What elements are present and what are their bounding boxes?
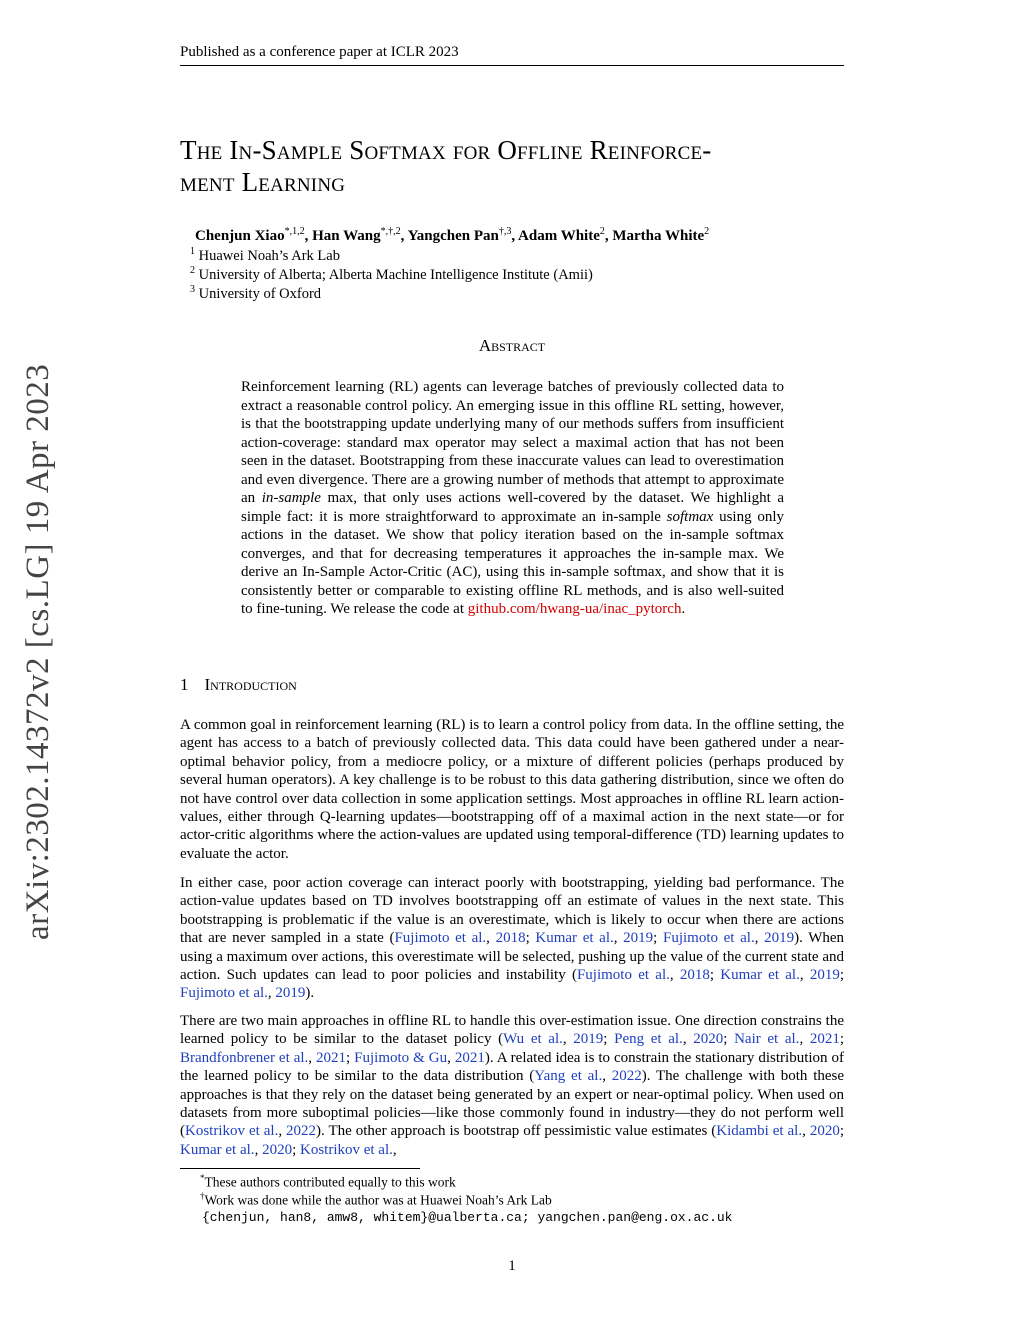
citation-link[interactable]: 2022 xyxy=(286,1123,317,1140)
citation-link[interactable]: Wu et al. xyxy=(503,1031,563,1048)
affiliation-1: $^1$ Huawei Noah’s Ark Lab xyxy=(190,246,340,264)
citation-link[interactable]: 2020 xyxy=(809,1123,840,1140)
code-link[interactable]: github.com/hwang-ua/inac_pytorch xyxy=(467,601,682,617)
citation-link[interactable]: 2019 xyxy=(764,930,795,947)
citation-link[interactable]: 2019 xyxy=(275,985,306,1002)
author-name: Chenjun Xiao xyxy=(195,228,285,244)
abstract-body: Reinforcement learning (RL) agents can leverage batches of previously collected data to extract a reasonable control policy. An emerging issue in this offline RL setting, however, is that the bootstrapping update underlying many of our methods suffers from insufficient action-coverage: standard max operator may select a maximal action that has not been seen in the dataset. Bootstrapping from these inaccurate values can lead to overestimation and even divergence. There are a growing number of methods that attempt to approximate an in-sample max, that only uses actions well-covered by the dataset. We highlight a simple fact: it is more straightforward to approximate an in-sample softmax using only actions in the dataset. We show that policy iteration based on the in-sample softmax converges, and that for decreasing temperatures it approaches the in-sample max. We derive an In-Sample Actor-Critic (AC), using this in-sample softmax, and show that it is consistently better or comparable to existing offline RL methods, and is also well-suited to fine-tuning. We release the code at github.com/hwang-ua/inac_pytorch. xyxy=(241,379,784,617)
citation-link[interactable]: 2021 xyxy=(809,1031,840,1048)
author-marks: *,1,2 xyxy=(284,226,305,237)
citation-link[interactable]: 2018 xyxy=(495,930,526,947)
citation-link[interactable]: Yang et al. xyxy=(534,1068,603,1085)
paper-title xyxy=(180,134,860,198)
page-number: 1 xyxy=(508,1258,516,1274)
intro-paragraph-3: There are two main approaches in offline RL to handle this over-estimation issue. One direction constrains the learned policy to be similar to the dataset policy (Wu et al., 2019; Peng et al., 2020; Nair et al., 2021; Brandfonbrener et al., 2021; Fujimoto & Gu, 2021). A related idea is to constrain the stationary distribution of the learned policy to be similar to the data distribution (Yang et al., 2022). The challenge with both these approaches is that they rely on the dataset being generated by an expert or near-optimal policy. When used on datasets from more suboptimal policies—like those commonly found in industry—they do not perform well (Kostrikov et al., 2022). The other approach is bootstrap off pessimistic value estimates (Kidambi et al., 2020; Kumar et al., 2020; Kostrikov et al., xyxy=(180,1013,845,1158)
section-heading: 1 Introduction xyxy=(180,675,297,694)
citation-link[interactable]: Kumar et al. xyxy=(180,1141,255,1158)
citation-link[interactable]: Brandfonbrener et al. xyxy=(180,1049,309,1066)
running-header: Published as a conference paper at ICLR 2023 xyxy=(180,44,459,60)
citation-link[interactable]: 2020 xyxy=(262,1141,293,1158)
citation-link[interactable]: 2019 xyxy=(623,930,654,947)
footnote-rule xyxy=(180,1168,420,1169)
author-name: Martha White xyxy=(612,228,705,244)
footnote-2: †Work was done while the author was at Huawei Noah’s Ark Lab xyxy=(200,1191,552,1208)
title-line-2: ment Learning xyxy=(180,167,346,197)
citation-link[interactable]: Kidambi et al. xyxy=(716,1123,803,1140)
affiliation-3: $^3$ University of Oxford xyxy=(190,284,322,302)
citation-link[interactable]: Kumar et al. xyxy=(720,967,800,984)
title-line-1: The In-Sample Softmax for Offline Reinforce- xyxy=(180,135,712,165)
citation-link[interactable]: Fujimoto & Gu xyxy=(354,1049,448,1066)
citation-link[interactable]: Kostrikov et al. xyxy=(299,1141,393,1158)
citation-link[interactable]: Kostrikov et al. xyxy=(185,1123,279,1140)
author-marks: 2 xyxy=(704,226,710,237)
author-name: Yangchen Pan xyxy=(407,228,499,244)
abstract-heading: Abstract xyxy=(478,336,546,355)
citation-link[interactable]: Nair et al. xyxy=(734,1031,800,1048)
citation-link[interactable]: Fujimoto et al. xyxy=(394,930,487,947)
citation-link[interactable]: Fujimoto et al. xyxy=(576,967,670,984)
author-marks: †,3 xyxy=(498,226,512,237)
citation-link[interactable]: 2021 xyxy=(316,1049,347,1066)
citation-link[interactable]: Peng et al. xyxy=(614,1031,683,1048)
author-list: Chenjun Xiao$^{*,1,2}$, Han Wang$^{*,\dagger,2}$, Yangchen Pan$^{\dagger,3}$, Adam White$^2$, Martha White$^2$ xyxy=(195,226,710,244)
citation-link[interactable]: 2019 xyxy=(809,967,840,984)
author-name: Adam White xyxy=(518,228,600,244)
author-marks: 2 xyxy=(599,226,605,237)
citation-link[interactable]: 2021 xyxy=(454,1049,485,1066)
author-name: Han Wang xyxy=(312,228,381,244)
citation-link[interactable]: Fujimoto et al. xyxy=(662,930,755,947)
arxiv-sidebar-stamp: arXiv:2302.14372v2 [cs.LG] 19 Apr 2023 xyxy=(20,363,56,940)
intro-paragraph-1: A common goal in reinforcement learning (RL) is to learn a control policy from data. In the offline setting, the agent has access to a batch of previously collected data. This data could have been gathered under a near-optimal behavior policy, from a mediocre policy, or a mixture of different policies (perhaps produced by several human operators). A key challenge is to be robust to this data gathering distribution, since we often do not have control over data collection in some application settings. Most approaches in offline RL learn action-values, either through Q-learning updates—bootstrapping off of a maximal action in the next state—or for actor-critic algorithms where the action-values are updated using temporal-difference (TD) learning updates to evaluate the actor. xyxy=(180,717,844,862)
header-rule xyxy=(180,65,844,66)
citation-link[interactable]: 2019 xyxy=(573,1031,604,1048)
citation-link[interactable]: 2022 xyxy=(611,1068,642,1085)
footnote-1: *These authors contributed equally to this work xyxy=(200,1173,456,1190)
affiliation-2: $^2$ University of Alberta; Alberta Machine Intelligence Institute (Amii) xyxy=(190,265,593,283)
citation-link[interactable]: Fujimoto et al. xyxy=(180,985,268,1002)
citation-link[interactable]: Kumar et al. xyxy=(535,930,614,947)
footnote-emails: {chenjun, han8, amw8, whitem}@ualberta.ca; yangchen.pan@eng.ox.ac.uk xyxy=(202,1210,733,1225)
citation-link[interactable]: 2018 xyxy=(679,967,710,984)
intro-paragraph-2: In either case, poor action coverage can interact poorly with bootstrapping, yielding bad performance. The action-value updates based on TD involves bootstrapping off an estimate of values in the next state. This bootstrapping is problematic if the value is an overestimate, which is likely to occur when there are actions that are never sampled in a state (Fujimoto et al., 2018; Kumar et al., 2019; Fujimoto et al., 2019). When using a maximum over actions, this overestimate will be selected, pushing up the value of the current state and action. Such updates can lead to poor policies and instability (Fujimoto et al., 2018; Kumar et al., 2019; Fujimoto et al., 2019). xyxy=(180,875,845,1002)
citation-link[interactable]: 2020 xyxy=(693,1031,724,1048)
author-marks: *,†,2 xyxy=(380,226,401,237)
